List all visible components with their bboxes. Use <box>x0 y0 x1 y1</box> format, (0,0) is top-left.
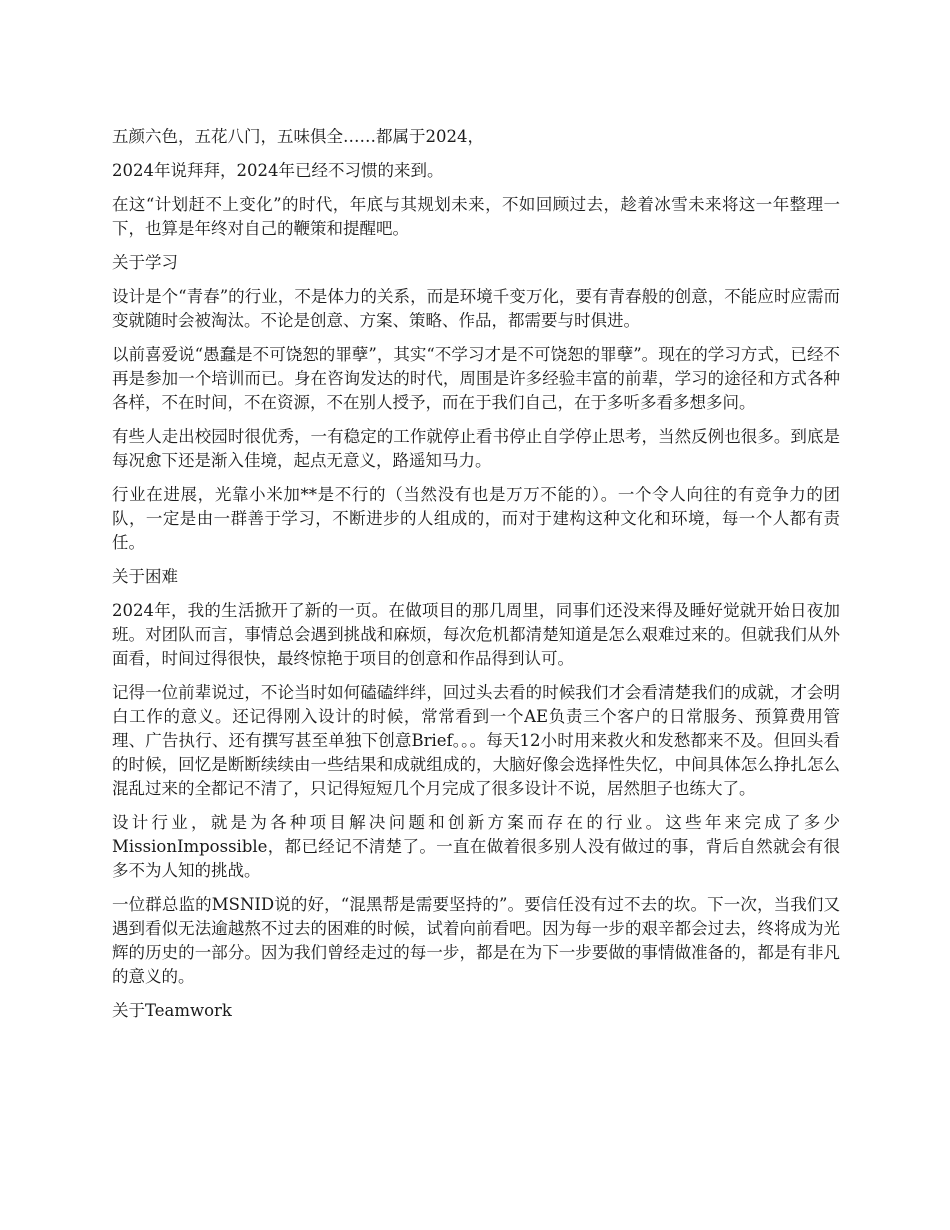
paragraph-difficulty-4: 一位群总监的MSNID说的好，“混黑帮是需要坚持的”。要信任没有过不去的坎。下一次，当我们又遇到看似无法逾越熬不过去的困难的时候，试着向前看吧。因为每一步的艰辛都会过去，终将成为光辉的历史的一部分。因为我们曾经走过的每一步，都是在为下一步要做的事情做准备的，都是有非凡的意义的。 <box>112 895 840 986</box>
paragraph-learning-2: 以前喜爱说“愚蠢是不可饶恕的罪孽”，其实“不学习才是不可饶恕的罪孽”。现在的学习方式，已经不再是参加一个培训而已。身在咨询发达的时代，周围是许多经验丰富的前辈，学习的途径和方式各种各样，不在时间，不在资源，不在别人授予，而在于我们自己，在于多听多看多想多问。 <box>112 345 840 412</box>
section-heading-teamwork: 关于Teamwork <box>112 1001 232 1020</box>
paragraph-learning-3: 有些人走出校园时很优秀，一有稳定的工作就停止看书停止自学停止思考，当然反例也很多。到底是每况愈下还是渐入佳境，起点无意义，路遥知马力。 <box>112 427 840 470</box>
paragraph-difficulty-3: 设计行业，就是为各种项目解决问题和创新方案而存在的行业。这些年来完成了多少MissionImpossible，都已经记不清楚了。一直在做着很多别人没有做过的事，背后自然就会有很多不为人知的挑战。 <box>112 813 840 880</box>
document-body <box>112 125 840 1033</box>
paragraph-difficulty-1: 2024年，我的生活掀开了新的一页。在做项目的那几周里，同事们还没来得及睡好觉就开始日夜加班。对团队而言，事情总会遇到挑战和麻烦，每次危机都清楚知道是怎么艰难过来的。但就我们从外面看，时间过得很快，最终惊艳于项目的创意和作品得到认可。 <box>112 601 840 668</box>
paragraph-difficulty-2: 记得一位前辈说过，不论当时如何磕磕绊绊，回过头去看的时候我们才会看清楚我们的成就，才会明白工作的意义。还记得刚入设计的时候，常常看到一个AE负责三个客户的日常服务、预算费用管理、广告执行、还有撰写甚至单独下创意Brief。。。每天12小时用来救火和发愁都来不及。但回头看的时候，回忆是断断续续由一些结果和成就组成的，大脑好像会选择性失忆，中间具体怎么挣扎怎么混乱过来的全都记不清了，只记得短短几个月完成了很多设计不说，居然胆子也练大了。 <box>112 683 840 798</box>
paragraph-learning-1: 设计是个“青春”的行业，不是体力的关系，而是环境千变万化，要有青春般的创意，不能应时应需而变就随时会被淘汰。不论是创意、方案、策略、作品，都需要与时俱进。 <box>112 287 840 330</box>
paragraph-learning-4: 行业在进展，光靠小米加**是不行的（当然没有也是万万不能的）。一个令人向往的有竞争力的团队，一定是由一群善于学习，不断进步的人组成的，而对于建构这种文化和环境，每一个人都有责任。 <box>112 485 840 552</box>
paragraph-review: 在这“计划赶不上变化”的时代，年底与其规划未来，不如回顾过去，趁着冰雪未来将这一年整理一下，也算是年终对自己的鞭策和提醒吧。 <box>112 195 840 238</box>
paragraph-intro: 五颜六色，五花八门，五味俱全……都属于2024， <box>112 127 484 146</box>
paragraph-farewell: 2024年说拜拜，2024年已经不习惯的来到。 <box>112 161 444 180</box>
section-heading-learning: 关于学习 <box>112 253 178 272</box>
section-heading-difficulty: 关于困难 <box>112 567 178 586</box>
